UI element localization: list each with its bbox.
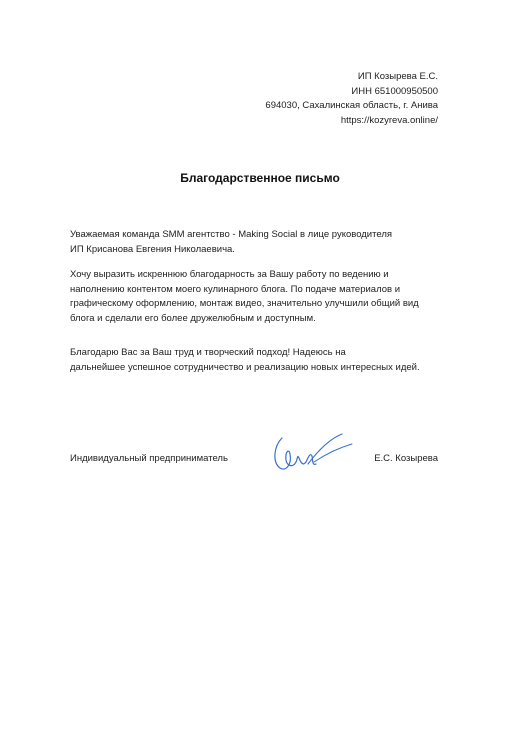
signer-name: Е.С. Козырева [374,453,438,464]
paragraph-closing [70,346,446,375]
paragraph-line: блога и сделали его более дружелюбным и доступным. [70,312,316,324]
paragraph-line: ИП Крисанова Евгения Николаевича. [70,243,235,255]
paragraph-line: Уважаемая команда SMM агентство - Making Social в лице руководителя [70,229,393,240]
sender-website: https://kozyreva.online/ [340,114,438,126]
paragraph-line: Благодарю Вас за Ваш труд и творческий подход! Надеюсь на [70,347,346,358]
letter-title: Благодарственное письмо [180,171,340,185]
handwritten-signature [268,428,358,478]
paragraph-line: дальнейшее успешное сотрудничество и реализацию новых интересных идей. [70,361,420,373]
sender-inn: ИНН 651000950500 [351,85,438,97]
paragraph-line: наполнению контентом моего кулинарного блога. По подаче материалов и [70,283,401,295]
paragraph-greeting [70,228,446,257]
paragraph-line: Хочу выразить искреннюю благодарность за Вашу работу по ведению и [70,269,389,280]
sender-details [265,70,438,128]
sender-address: 694030, Сахалинская область, г. Анива [265,100,438,111]
paragraph-gratitude [70,268,446,326]
paragraph-line: графическому оформлению, монтаж видео, значительно улучшили общий вид [70,298,419,309]
sender-name: ИП Козырева Е.С. [357,71,438,82]
signer-position: Индивидуальный предприниматель [70,453,228,464]
